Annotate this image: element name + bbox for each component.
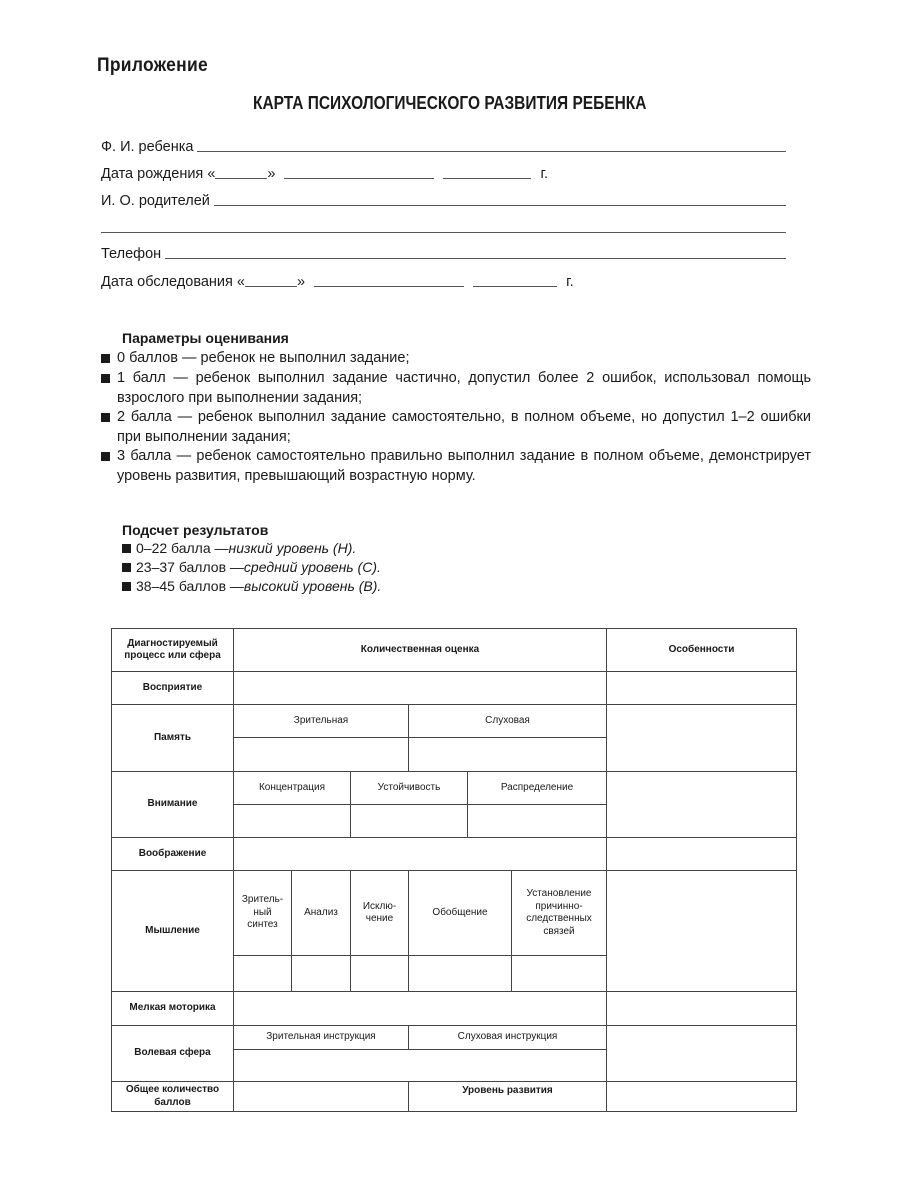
- row-label-volition: Волевая сфера: [111, 1025, 234, 1082]
- imagination-features-cell[interactable]: [606, 837, 797, 871]
- imagination-score-cell[interactable]: [233, 837, 607, 871]
- year-suffix: г.: [566, 274, 574, 290]
- birth-date-field: [101, 166, 548, 182]
- bullet-icon: [101, 413, 110, 422]
- volition-score-cell[interactable]: [233, 1049, 607, 1082]
- attention-distribution-score[interactable]: [467, 804, 607, 838]
- row-label-fine-motor: Мелкая моторика: [111, 991, 234, 1026]
- scoring-item: 3 балла — ребенок самостоятельно правильно выполнил задание в полном объеме, демонстрирует уровень развития, превышающий возрастную норму.: [101, 447, 811, 486]
- exam-year-input[interactable]: [473, 286, 557, 287]
- bullet-icon: [101, 452, 110, 461]
- child-name-field: [101, 139, 786, 155]
- result-item: 0–22 балла — низкий уровень (Н).: [122, 540, 356, 556]
- thinking-causal-header: Установление причинно-следственных связей: [511, 870, 607, 956]
- thinking-analysis-header: Анализ: [291, 870, 351, 956]
- perception-features-cell[interactable]: [606, 671, 797, 705]
- birth-month-input[interactable]: [284, 178, 434, 179]
- row-label-attention: Внимание: [111, 771, 234, 838]
- scoring-heading: Параметры оценивания: [122, 330, 289, 346]
- year-suffix: г.: [540, 166, 549, 182]
- result-item: 23–37 баллов — средний уровень (С).: [122, 559, 381, 575]
- volition-features-cell[interactable]: [606, 1025, 797, 1082]
- exam-month-input[interactable]: [314, 286, 464, 287]
- birth-date-label: Дата рождения «: [101, 166, 216, 182]
- quote-close: »: [296, 274, 306, 290]
- phone-input[interactable]: [165, 258, 786, 259]
- quote-close: »: [267, 166, 276, 182]
- memory-auditory-header: Слуховая: [408, 704, 607, 738]
- level-label: Уровень развития: [408, 1081, 607, 1112]
- memory-visual-score[interactable]: [233, 737, 409, 772]
- exam-day-input[interactable]: [245, 286, 297, 287]
- phone-field: [101, 246, 786, 262]
- bullet-icon: [122, 582, 131, 591]
- thinking-features-cell[interactable]: [606, 870, 797, 992]
- row-label-memory: Память: [111, 704, 234, 772]
- volition-auditory-header: Слуховая инструкция: [408, 1025, 607, 1050]
- phone-label: Телефон: [101, 246, 162, 262]
- birth-day-input[interactable]: [215, 178, 267, 179]
- bullet-icon: [101, 354, 110, 363]
- parents-field: [101, 193, 786, 209]
- scoring-item: 2 балла — ребенок выполнил задание самостоятельно, в полном объеме, но допустил 1–2 ошибки при выполнении задания;: [101, 408, 811, 447]
- birth-year-input[interactable]: [443, 178, 531, 179]
- row-label-imagination: Воображение: [111, 837, 234, 871]
- parents-label: И. О. родителей: [101, 193, 210, 209]
- child-name-input[interactable]: [197, 151, 786, 152]
- fine-motor-features-cell[interactable]: [606, 991, 797, 1026]
- thinking-generalization-header: Обобщение: [408, 870, 512, 956]
- row-label-perception: Восприятие: [111, 671, 234, 705]
- thinking-exclusion-score[interactable]: [350, 955, 409, 992]
- fine-motor-score-cell[interactable]: [233, 991, 607, 1026]
- page-title: КАРТА ПСИХОЛОГИЧЕСКОГО РАЗВИТИЯ РЕБЕНКА: [253, 93, 647, 113]
- thinking-visual-synthesis-score[interactable]: [233, 955, 292, 992]
- row-label-thinking: Мышление: [111, 870, 234, 992]
- header-score: Количественная оценка: [233, 628, 607, 672]
- bullet-icon: [101, 374, 110, 383]
- scoring-item: 1 балл — ребенок выполнил задание частично, допустил более 2 ошибок, использовал помощь взрослого при выполнении задания;: [101, 369, 811, 408]
- exam-date-field: [101, 274, 574, 290]
- memory-visual-header: Зрительная: [233, 704, 409, 738]
- result-item: 38–45 баллов — высокий уровень (В).: [122, 578, 381, 594]
- thinking-analysis-score[interactable]: [291, 955, 351, 992]
- header-process: Диагностируемый процесс или сфера: [111, 628, 234, 672]
- memory-features-cell[interactable]: [606, 704, 797, 772]
- attention-stability-score[interactable]: [350, 804, 468, 838]
- child-name-label: Ф. И. ребенка: [101, 139, 194, 155]
- thinking-visual-synthesis-header: Зритель-ный синтез: [233, 870, 292, 956]
- memory-auditory-score[interactable]: [408, 737, 607, 772]
- thinking-exclusion-header: Исклю-чение: [350, 870, 409, 956]
- parents-input-line-2[interactable]: [101, 232, 786, 233]
- exam-date-label: Дата обследования «: [101, 274, 245, 290]
- scoring-item: 0 баллов — ребенок не выполнил задание;: [101, 349, 811, 369]
- level-value-cell[interactable]: [606, 1081, 797, 1112]
- row-label-total: Общее количество баллов: [111, 1081, 234, 1112]
- attention-distribution-header: Распределение: [467, 771, 607, 805]
- bullet-icon: [122, 544, 131, 553]
- results-heading: Подсчет результатов: [122, 522, 269, 538]
- parents-input[interactable]: [214, 205, 786, 206]
- volition-visual-header: Зрительная инструкция: [233, 1025, 409, 1050]
- bullet-icon: [122, 563, 131, 572]
- attention-features-cell[interactable]: [606, 771, 797, 838]
- thinking-generalization-score[interactable]: [408, 955, 512, 992]
- attention-concentration-header: Концентрация: [233, 771, 351, 805]
- attention-stability-header: Устойчивость: [350, 771, 468, 805]
- header-features: Особенности: [606, 628, 797, 672]
- attention-concentration-score[interactable]: [233, 804, 351, 838]
- perception-score-cell[interactable]: [233, 671, 607, 705]
- thinking-causal-score[interactable]: [511, 955, 607, 992]
- total-score-cell[interactable]: [233, 1081, 409, 1112]
- appendix-label: Приложение: [97, 55, 208, 76]
